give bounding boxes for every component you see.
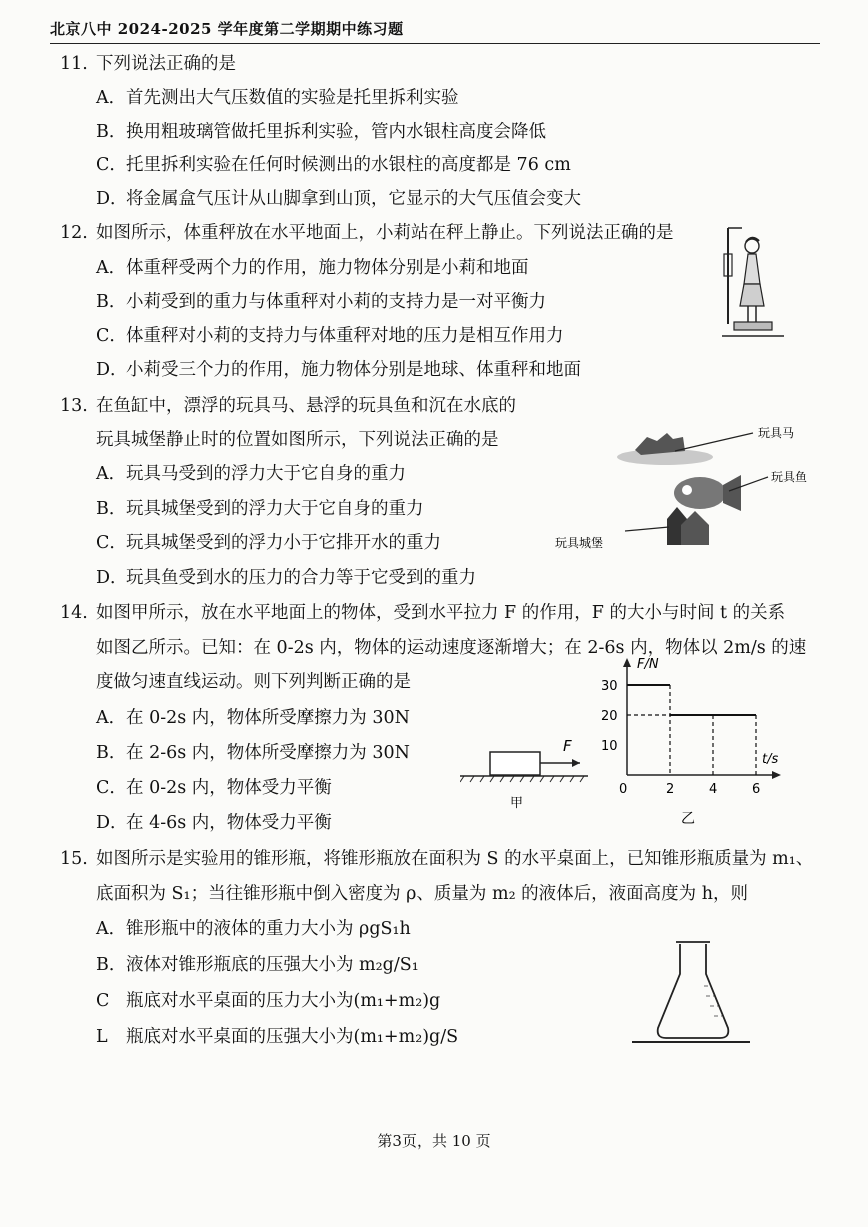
question-stem-continued: 玩具城堡静止时的位置如图所示，下列说法正确的是 (96, 430, 499, 450)
option-d (96, 566, 476, 590)
option-text: 首先测出大气压数值的实验是托里拆利实验 (126, 88, 459, 108)
option-letter: L (96, 1027, 108, 1047)
option-letter: A． (96, 708, 127, 728)
question-stem: 下列说法正确的是 (96, 54, 236, 74)
option-text: 将金属盒气压计从山脚拿到山顶，它显示的大气压值会变大 (126, 189, 581, 209)
option-text: 在 4-6s 内，物体受力平衡 (126, 813, 332, 833)
option-c (96, 776, 332, 800)
origin-label: 0 (619, 782, 628, 797)
option-letter: B． (96, 499, 127, 519)
option-letter: C (96, 991, 110, 1011)
question-stem: 如图所示是实验用的锥形瓶，将锥形瓶放在面积为 S 的水平桌面上，已知锥形瓶质量为 m₁、 (96, 849, 814, 869)
option-c (96, 989, 440, 1013)
y-tick-label: 30 (601, 679, 618, 694)
option-text: 小莉受到的重力与体重秤对小莉的支持力是一对平衡力 (126, 292, 546, 312)
x-axis-label: t/s (762, 752, 779, 767)
option-b (96, 120, 546, 144)
option-text: 托里拆利实验在任何时候测出的水银柱的高度都是 76 cm (126, 155, 571, 175)
option-d (96, 1025, 458, 1049)
option-letter: A． (96, 88, 127, 108)
x-tick-label: 4 (709, 782, 718, 797)
option-d (96, 187, 581, 211)
x-tick-label: 6 (752, 782, 761, 797)
option-a (96, 86, 459, 110)
question-stem: 如图所示，体重秤放在水平地面上，小莉站在秤上静止。下列说法正确的是 (96, 223, 674, 243)
option-letter: B． (96, 955, 127, 975)
option-c (96, 531, 441, 555)
question-stem-continued: 如图乙所示。已知：在 0-2s 内，物体的运动速度逐渐增大；在 2-6s 内，物体以 2m/s 的速 (96, 638, 807, 658)
option-text: 瓶底对水平桌面的压强大小为(m₁+m₂)g/S (126, 1027, 459, 1047)
option-a (96, 917, 411, 941)
option-letter: C． (96, 326, 127, 346)
option-letter: D． (96, 360, 128, 380)
option-letter: D． (96, 189, 128, 209)
y-axis-label: F/N (637, 657, 659, 672)
option-text: 在 2-6s 内，物体所受摩擦力为 30N (126, 743, 410, 763)
question-14 (60, 601, 785, 625)
fish-tank-figure (555, 415, 830, 555)
x-tick-label: 2 (666, 782, 675, 797)
question-11 (60, 52, 236, 76)
conical-flask-figure (630, 938, 755, 1048)
option-text: 瓶底对水平桌面的压力大小为(m₁+m₂)g (126, 991, 441, 1011)
option-letter: C． (96, 155, 127, 175)
option-c (96, 153, 571, 177)
figure-label-jia: 甲 (510, 796, 524, 811)
option-letter: B． (96, 122, 127, 142)
label-toy-horse: 玩具马 (758, 426, 795, 440)
option-a (96, 462, 406, 486)
question-15 (60, 847, 813, 871)
option-letter: A． (96, 464, 127, 484)
option-text: 锥形瓶中的液体的重力大小为 ρgS₁h (126, 919, 411, 939)
option-letter: A． (96, 258, 127, 278)
option-text: 玩具马受到的浮力大于它自身的重力 (126, 464, 406, 484)
force-time-chart (595, 655, 785, 830)
question-number: 14. (60, 603, 88, 623)
question-13 (60, 394, 516, 418)
option-text: 体重秤受两个力的作用，施力物体分别是小莉和地面 (126, 258, 529, 278)
option-b (96, 741, 410, 765)
option-text: 玩具城堡受到的浮力大于它自身的重力 (126, 499, 424, 519)
question-number: 12. (60, 223, 88, 243)
option-text: 在 0-2s 内，物体所受摩擦力为 30N (126, 708, 410, 728)
question-stem: 在鱼缸中，漂浮的玩具马、悬浮的玩具鱼和沉在水底的 (96, 396, 516, 416)
option-a (96, 256, 529, 280)
toy-fish-shape (674, 477, 726, 509)
question-12 (60, 221, 674, 245)
option-letter: B． (96, 292, 127, 312)
option-a (96, 706, 410, 730)
question-number: 11. (60, 54, 88, 74)
option-text: 在 0-2s 内，物体受力平衡 (126, 778, 332, 798)
option-b (96, 953, 419, 977)
option-text: 液体对锥形瓶底的压强大小为 m₂g/S₁ (126, 955, 419, 975)
option-text: 玩具鱼受到水的压力的合力等于它受到的重力 (126, 568, 476, 588)
question-stem-continued: 度做匀速直线运动。则下列判断正确的是 (96, 672, 411, 692)
option-d (96, 811, 332, 835)
option-letter: D． (96, 568, 128, 588)
force-label: F (563, 737, 572, 755)
question-number: 13. (60, 396, 88, 416)
option-text: 换用粗玻璃管做托里拆利实验，管内水银柱高度会降低 (126, 122, 546, 142)
option-text: 玩具城堡受到的浮力小于它排开水的重力 (126, 533, 441, 553)
question-stem-continued: 底面积为 S₁；当往锥形瓶中倒入密度为 ρ、质量为 m₂ 的液体后，液面高度为 h，则 (96, 884, 748, 904)
option-letter: C． (96, 533, 127, 553)
option-letter: D． (96, 813, 128, 833)
label-toy-fish: 玩具鱼 (771, 470, 808, 484)
option-c (96, 324, 564, 348)
option-b (96, 497, 424, 521)
question-stem: 如图甲所示，放在水平地面上的物体，受到水平拉力 F 的作用，F 的大小与时间 t 的关系 (96, 603, 786, 623)
option-letter: A． (96, 919, 127, 939)
option-letter: C． (96, 778, 127, 798)
option-text: 体重秤对小莉的支持力与体重秤对地的压力是相互作用力 (126, 326, 564, 346)
flask-outline (658, 944, 729, 1038)
page-header: 北京八中 2024-2025 学年度第二学期期中练习题 (50, 18, 820, 44)
chart-title: 乙 (681, 811, 695, 827)
option-d (96, 358, 581, 382)
label-toy-castle: 玩具城堡 (555, 536, 604, 550)
scale-figure (722, 224, 784, 344)
block-figure-jia (460, 735, 590, 815)
y-tick-label: 20 (601, 709, 618, 724)
y-tick-label: 10 (601, 739, 618, 754)
page-footer: 第3页，共 10 页 (377, 1132, 491, 1150)
option-letter: B． (96, 743, 127, 763)
option-b (96, 290, 546, 314)
option-text: 小莉受三个力的作用，施力物体分别是地球、体重秤和地面 (126, 360, 581, 380)
block-shape (490, 752, 540, 775)
question-number: 15. (60, 849, 88, 869)
